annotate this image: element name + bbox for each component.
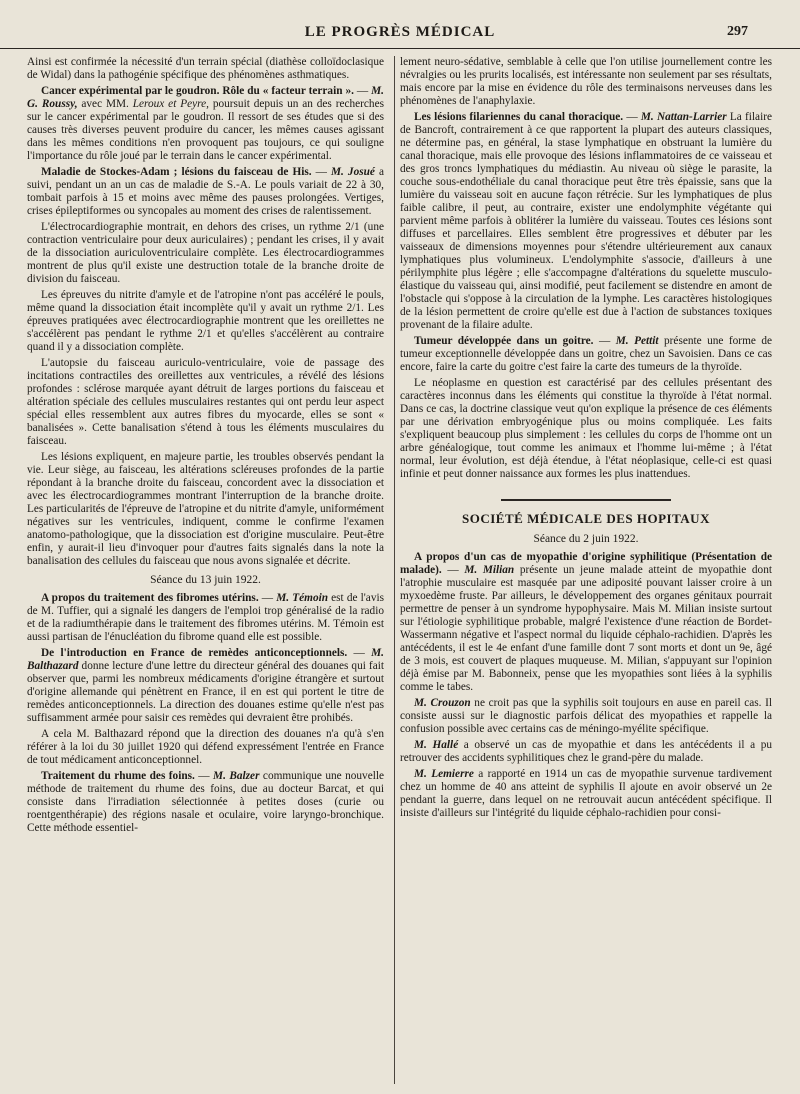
article-title: Tumeur développée dans un goitre. (414, 335, 594, 347)
right-column (400, 56, 772, 1090)
paragraph: Les lésions expliquent, en majeure partie, les troubles observés pendant la vie. Leur siège, au faisceau, les altérations scléreuses profondes de la partie répondant à la branche droite du faisceau, concordent avec la dissociation et avec les électrocardiogrammes montrant l'interruption de la branche droite. Les particularités de l'épreuve de l'atropine et du nitrite d'amyle, uniformément négatives sur les ventricules, indiquent, comme le confirme l'examen anatomo-pathologique, que la dissociation est d'origine musculaire. Peut-être enfin, y aurait-il lieu d'invoquer pour d'autres faits signalés dans la note la banalisation des cellules du faisceau que nous avons signalée et décrite. (27, 451, 384, 567)
article-fibromes: A propos du traitement des fibromes utérins. — M. Témoin est de l'avis de M. Tuffier, qui a signalé les dangers de l'emploi trop généralisé de la radio et de la radiumthérapie dans le traitement des fibromes utérins. M. Témoin est aussi partisan de l'énucléation du fibrome quand elle est possible. (27, 592, 384, 643)
article-title: A propos du traitement des fibromes utérins. (41, 592, 259, 604)
article-anticonceptionnels: De l'introduction en France de remèdes anticonceptionnels. — M. Balthazard donne lecture d'une lettre du directeur général des douanes qui fait observer que, parmi les nombreux médicaments d'origine étrangère et surtout d'origine allemande qui pénètrent en France, il en est qui portent le titre de remèdes anticonceptionnels. La direction des douanes estime qu'elle n'est pas suffisamment armée pour saisir ces remèdes qui devraient être prohibés. (27, 647, 384, 724)
session-date: Séance du 2 juin 1922. (533, 532, 639, 545)
paragraph: lement neuro-sédative, semblable à celle que l'on utilise journellement contre les névralgies ou les prurits localisés, est intéressante non seulement par ses résultats, mais encore par la mise en évidence du rôle des terminaisons nerveuses dans les phénomènes de l'anaphylaxie. (400, 56, 772, 107)
author-name: M. Balthazard (27, 647, 384, 672)
article-myopathie: A propos d'un cas de myopathie d'origine syphilitique (Présentation de malade). — M. Milian présente un jeune malade atteint de myopathie dont l'atrophie musculaire est masquée par une adiposité pouvant laisser croire à un myxoedème fruste. Par ailleurs, le développement des organes génitaux pourrait permettre de penser à un syndrome hypophysaire. Mais M. Milian insiste surtout sur l'étiologie syphilitique probable, malgré l'existence d'une réaction de Bordet-Wassermann négative et l'aspect normal du liquide céphalo-rachidien. D'après les antécédents, il est le 4e enfant d'une famille dont 7 sont morts et dont un 9e, âgé de 3 mois, est couvert de plaques muqueuse. M. Milian, s'appuyant sur l'opinion déjà émise par M. Babonneix, pense que les myopathies sont liées à la syphilis comme le tabes. (400, 550, 772, 693)
left-column (27, 56, 384, 1090)
paragraph: L'électrocardiographie montrait, en dehors des crises, un rythme 2/1 (une contraction ventriculaire pour deux auriculaires) ; pendant les crises, il y avait de la dissociation auriculoventriculaire complète. Les électrocardiogrammes montrent de plus qu'il existe une destruction totale de la branche droite de division du faisceau. (27, 221, 384, 285)
paragraph: M. Hallé a observé un cas de myopathie et dans les antécédents il a pu retrouver des accidents syphilitiques chez le grand-père du malade. (400, 738, 772, 764)
article-filariennes: Les lésions filariennes du canal thoracique. — M. Nattan-Larrier La filaire de Bancroft, contrairement à ce que rapportent la plupart des auteurs classiques, ne détermine pas, en général, la stase lymphatique en obstruant la lumière du canal thoracique, mais elle provoque des lésions inflammatoires de ce vaisseau et des gros troncs lymphatiques du médiastin. Au niveau où siège le parasite, la couche sous-endothéliale du canal thoracique peut être très épaissie, sans que la lumière du vaisseau soit en aucune façon rétrécie. Sur les lymphatiques de plus faible calibre, il peut, au contraire, exister une endolymphite végétante qui parvient même parfois à oblitérer la lumière du vaisseau. Toutes ces lésions sont diffuses et parcellaires. Elles semblent être progressives et débuter par les vaisseaux de dimensions moyennes pour s'étendre ultérieurement aux canaux lymphatiques plus volumineux. L'endolymphite s'associe, d'ailleurs à une périlymphite plus légère ; elle s'accompagne d'altérations du squelette musculo-élastique du vaisseau qui, ainsi modifié, peut facilement se distendre en amont de l'obstacle qui s'oppose à la circulation de la lymphe. Les caractères histologiques de la lésion permettent de croire qu'elle est due à l'action de substances toxiques provenant de la filaire adulte. (400, 111, 772, 331)
article-title: Traitement du rhume des foins. (41, 770, 195, 782)
society-heading: SOCIÉTÉ MÉDICALE DES HOPITAUX (462, 510, 710, 526)
article-title: De l'introduction en France de remèdes anticonceptionnels. (41, 647, 348, 659)
article-tumeur-goitre: Tumeur développée dans un goitre. — M. Pettit présente une forme de tumeur exceptionnelle développée dans un goitre, chez un Savoisien. Dans ce cas encore, faire la carte du goitre c'est faire la carte des tumeurs de la thyroïde. (400, 335, 772, 373)
author-name: M. Lemierre (414, 767, 474, 780)
paragraph: Le néoplasme en question est caractérisé par des cellules présentant des caractères inconnus dans les éléments qui constitue la thyroïde à l'état normal. Dans ce cas, la doctrine classique veut qu'on explique la présence de ces éléments par une dérivation embryogénique plus ou moins compliquée. Les faits s'expliquent beaucoup plus simplement : les cellules du corps de l'homme ont un arbre généalogique, tout comme les animaux et l'homme lui-même ; à l'état normal, leur évolution, est déjà étendue, à l'état néoplasique, celle-ci est quasi infinie et peut donner naissance aux formes les plus inattendues. (400, 377, 772, 480)
journal-title: LE PROGRÈS MÉDICAL (304, 24, 496, 40)
paragraph: A cela M. Balthazard répond que la direction des douanes n'a qu'à s'en référer à la loi du 30 juillet 1920 qui défend expressément l'entrée en France de tout médicament anticonceptionnel. (27, 728, 384, 766)
article-title: Maladie de Stockes-Adam ; lésions du faisceau de His. (41, 166, 312, 178)
article-title: A propos d'un cas de myopathie d'origine syphilitique (Présentation de malade). (400, 550, 772, 576)
article-cancer-goudron: Cancer expérimental par le goudron. Rôle du « facteur terrain ». — M. G. Roussy, avec MM. Leroux et Peyre, poursuit depuis un an des recherches sur le cancer expérimental par le goudron. Il ressort de ses études que si des causes très diverses peuvent produire du cancer, les mêmes causes agissant dans les mêmes conditions n'en provoquent pas toujours, ce qui souligne l'importance du rôle joué par le terrain dans le cancer expérimental. (27, 85, 384, 162)
paragraph: L'autopsie du faisceau auriculo-ventriculaire, voie de passage des incitations contractiles des oreillettes aux ventricules, a révélé des lésions profondes : sclérose marquée ayant détruit de larges portions du faisceau et altération spéciale des cellules musculaires restantes qui ont perdu leur aspect spécial elles ressemblent aux autres fibres du myocarde, elles se sont « banalisées ». Cette banalisation s'étend à tous les éléments musculaires du faisceau. (27, 357, 384, 447)
author-name: M. G. Roussy, (27, 85, 384, 110)
coauthor-names: Leroux et Peyre, (132, 98, 209, 110)
author-name: M. Nattan-Larrier (640, 111, 727, 123)
author-name: M. Hallé (414, 738, 459, 751)
column-divider (394, 56, 395, 1084)
session-date: Séance du 13 juin 1922. (150, 574, 261, 586)
article-stokes-adam: Maladie de Stockes-Adam ; lésions du faisceau de His. — M. Josué a suivi, pendant un an un cas de maladie de S.-A. Le pouls variait de 22 à 30, tombait parfois à 15 et moins avec même des pauses prolongées. Vertiges, crises épileptiformes ou syncopales au moment des crises de ralentissement. (27, 166, 384, 217)
page-header (0, 18, 800, 49)
author-name: M. Josué (331, 166, 375, 178)
article-rhume-des-foins: Traitement du rhume des foins. — M. Balzer communique une nouvelle méthode de traitement du rhume des foins, due au docteur Barcat, et qui consiste dans l'irradiation sélectionnée à petites doses (curie ou roentgenthérapie) des régions nasale et oculaire, voire laryngo-bronchique. Cette méthode essentiel- (27, 770, 384, 834)
page-number: 297 (727, 24, 748, 39)
author-name: M. Milian (464, 563, 515, 576)
paragraph: Les épreuves du nitrite d'amyle et de l'atropine n'ont pas accéléré le pouls, même quand la dissociation était incomplète qu'il y avait un rythme 2/1. Les épreuves pratiquées avec électrocardiographie montrent que les oreillettes ne s'accélèrent pas pendant le rythme 2/1 et qu'elles s'accélèrent au contraire quand il y a dissociation complète. (27, 289, 384, 353)
article-title: Les lésions filariennes du canal thoracique. (414, 111, 624, 123)
author-name: M. Balzer (213, 770, 260, 782)
section-rule (501, 499, 671, 501)
author-name: M. Crouzon (414, 696, 471, 709)
paragraph: M. Crouzon ne croit pas que la syphilis soit toujours en ause en pareil cas. Il consiste aussi sur le diagnostic parfois délicat des myopathies et rappelle la confusion possible avec certains cas de méningo-myélite spécifique. (400, 696, 772, 735)
author-name: M. Pettit (615, 335, 659, 347)
article-title: Cancer expérimental par le goudron. Rôle du « facteur terrain ». (41, 85, 354, 97)
paragraph: Ainsi est confirmée la nécessité d'un terrain spécial (diathèse colloïdoclasique de Widal) dans la pathogénie spécifique des phénomènes asthmatiques. (27, 56, 384, 81)
paragraph: M. Lemierre a rapporté en 1914 un cas de myopathie survenue tardivement chez un homme de 40 ans atteint de syphilis Il ajoute en avoir observé un 2e pendant la guerre, dans lequel on ne retrouvait aucun antécédent spécifique. Il insiste d'ailleurs sur l'intégrité du liquide céphalo-rachidien pour consi- (400, 767, 772, 819)
author-name: M. Témoin (276, 592, 329, 604)
